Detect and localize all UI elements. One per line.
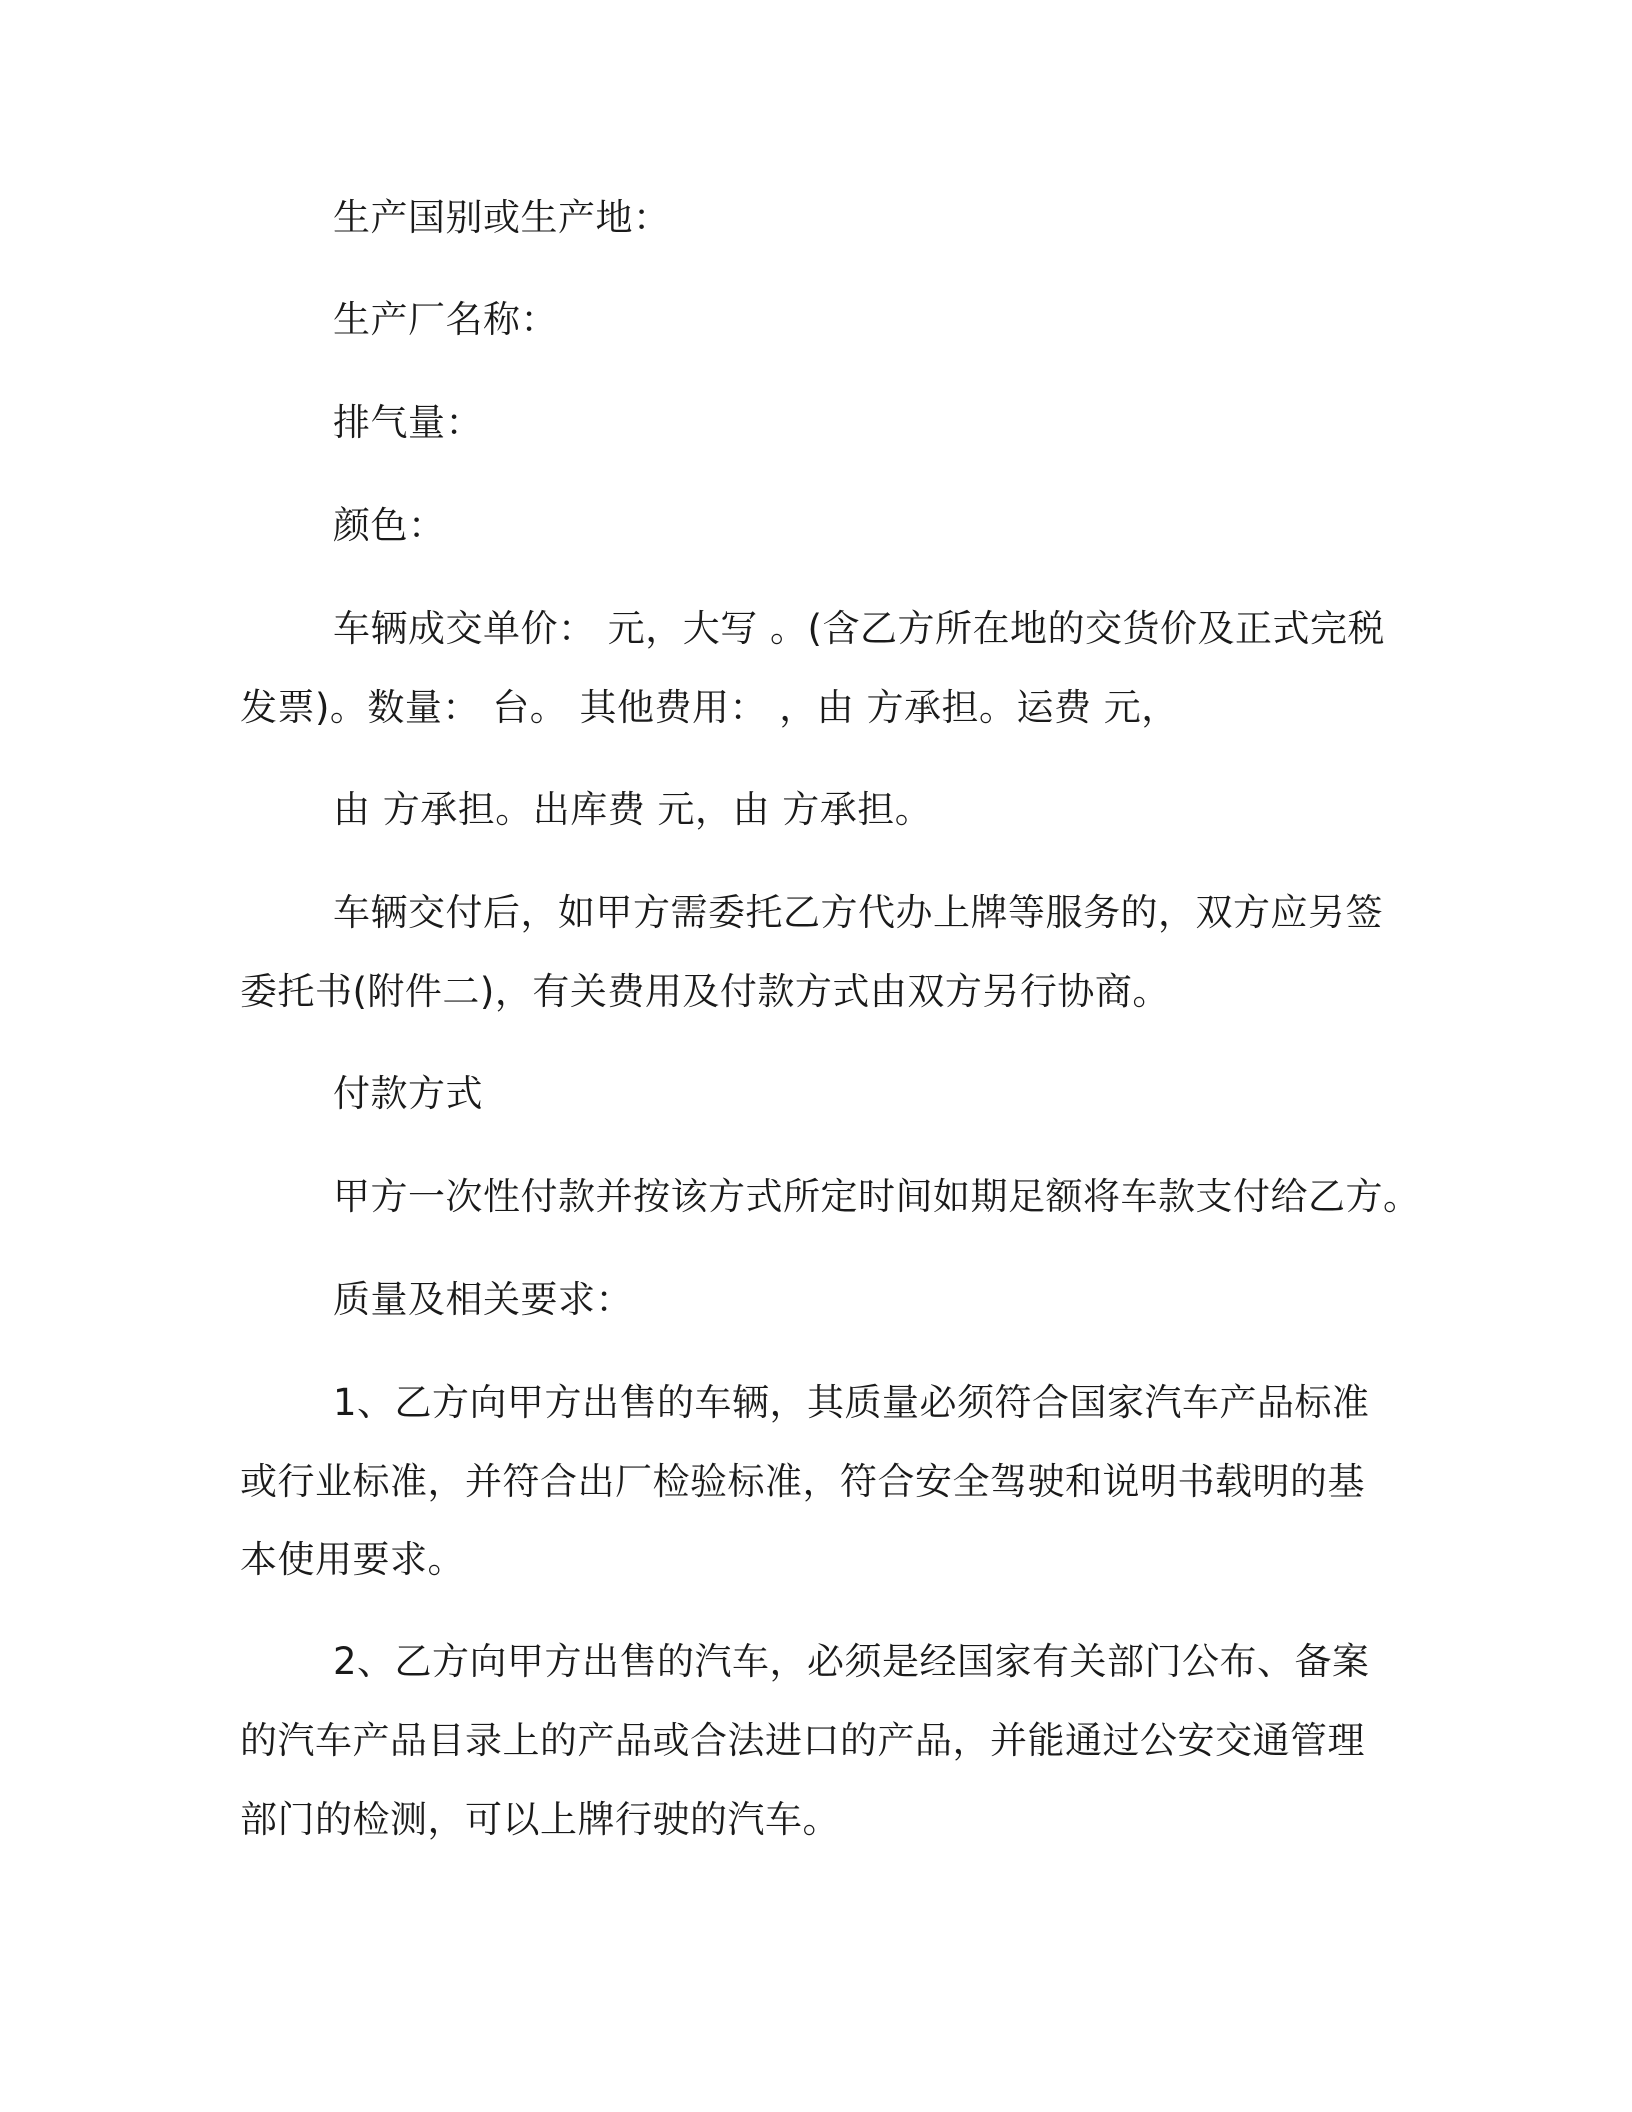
field-color: 颜色： [333, 504, 446, 547]
field-manufacturer-name: 生产厂名称： [333, 298, 558, 341]
item-1-line-3: 本使用要求。 [240, 1538, 465, 1581]
paragraph-price-line-3: 由 方承担。出库费 元，由 方承担。 [333, 788, 933, 831]
item-1-line-1: 1、乙方向甲方出售的车辆，其质量必须符合国家汽车产品标准 [333, 1381, 1370, 1424]
item-2-line-2: 的汽车产品目录上的产品或合法进口的产品，并能通过公安交通管理 [240, 1719, 1365, 1762]
item-2-line-3: 部门的检测，可以上牌行驶的汽车。 [240, 1798, 840, 1841]
paragraph-price-line-1: 车辆成交单价： 元，大写 。(含乙方所在地的交货价及正式完税 [333, 607, 1385, 650]
paragraph-delivery-line-2: 委托书(附件二)，有关费用及付款方式由双方另行协商。 [240, 970, 1170, 1013]
heading-quality-requirements: 质量及相关要求： [333, 1278, 633, 1321]
paragraph-payment: 甲方一次性付款并按该方式所定时间如期足额将车款支付给乙方。 [333, 1175, 1421, 1218]
paragraph-delivery-line-1: 车辆交付后，如甲方需委托乙方代办上牌等服务的，双方应另签 [333, 891, 1383, 934]
item-2-line-1: 2、乙方向甲方出售的汽车，必须是经国家有关部门公布、备案 [333, 1640, 1370, 1683]
item-1-line-2: 或行业标准，并符合出厂检验标准，符合安全驾驶和说明书载明的基 [240, 1460, 1365, 1503]
heading-payment-method: 付款方式 [333, 1072, 483, 1115]
paragraph-price-line-2: 发票)。数量： 台。 其他费用： ，由 方承担。运费 元， [240, 686, 1179, 729]
field-origin-country: 生产国别或生产地： [333, 196, 671, 239]
field-displacement: 排气量： [333, 401, 483, 444]
